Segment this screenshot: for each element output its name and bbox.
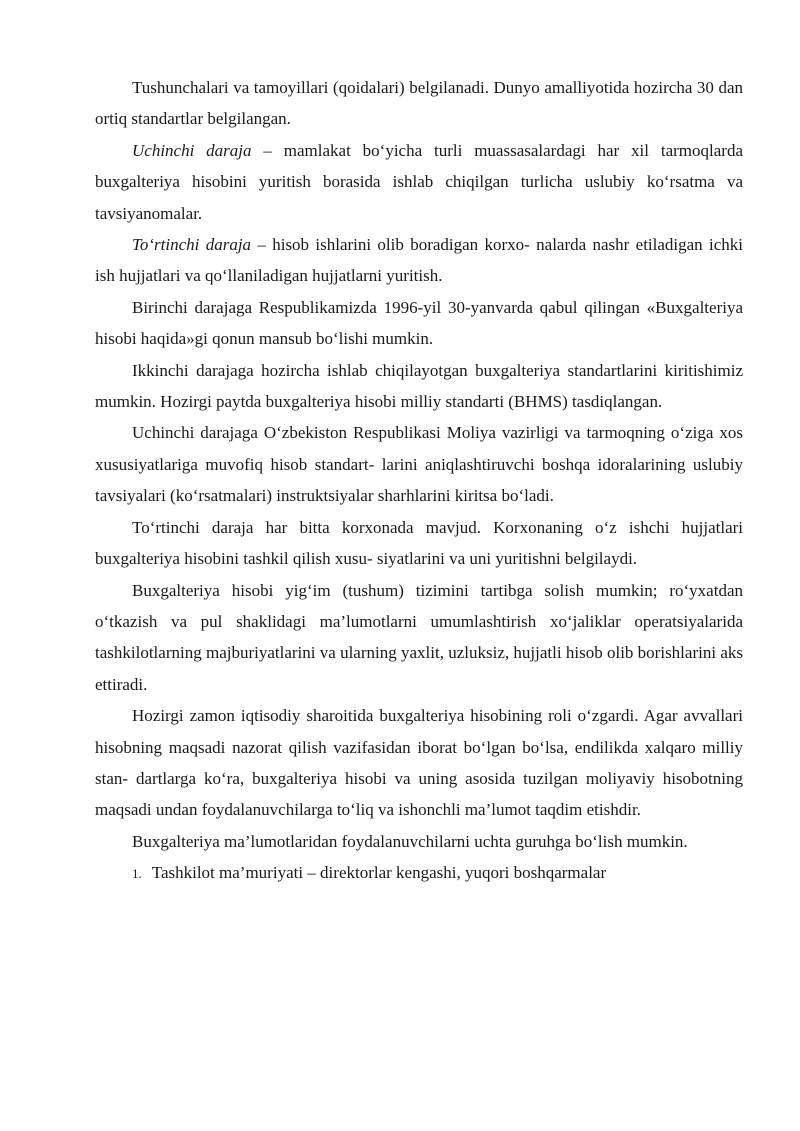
paragraph: Buxgalteriya hisobi yig‘im (tushum) tizimini tartibga solish mumkin; ro‘yxatdan o‘tkazish va pul shaklidagi ma’lumotlarni umumlashtirish xo‘jaliklar operatsiyalarida tashkilotlarning majburiyatlarini va ularning yaxlit, uzluksiz, hujjatli hisob olib borishlarini aks ettiradi. — [95, 580, 743, 694]
paragraph: Hozirgi zamon iqtisodiy sharoitida buxgalteriya hisobining roli o‘zgardi. Agar avvallari hisobning maqsadi nazorat qilish vazifasidan iborat bo‘lgan bo‘lsa, endilikda xalqaro milliy stan- dartlarga ko‘ra, buxgalteriya hisobi va uning asosida tuzilgan moliyaviy hisobotning maqsadi undan foydalanuvchilarga to‘liq va ishonchli ma’lumot taqdim etishdir. — [95, 706, 743, 820]
paragraph: To‘rtinchi daraja har bitta korxonada mavjud. Korxonaning o‘z ishchi hujjatlari buxgalteriya hisobini tashkil qilish xusu- siyatlarini va uni yuritishni belgilaydi. — [95, 517, 743, 569]
paragraph: Birinchi darajaga Respublikamizda 1996-yil 30-yanvarda qabul qilingan «Buxgalteriya hisobi haqida»gi qonun mansub bo‘lishi mumkin. — [95, 297, 743, 349]
paragraph: To‘rtinchi daraja – hisob ishlarini olib boradigan korxo- nalarda nashr etiladigan ichki ish hujjatlari va qo‘llaniladigan hujjatlarni yuritish. — [95, 235, 743, 286]
paragraph: Ikkinchi darajaga hozircha ishlab chiqilayotgan buxgalteriya standartlarini kiritishimiz mumkin. Hozirgi paytda buxgalteriya hisobi milliy standarti (BHMS) tasdiqlangan. — [95, 360, 743, 412]
list-number: 1. — [132, 866, 142, 882]
italic-term: Uchinchi daraja — [132, 140, 252, 160]
paragraph: Uchinchi darajaga O‘zbekiston Respublikasi Moliya vazirligi va tarmoqning o‘ziga xos xususiyatlariga muvofiq hisob standart- larini aniqlashtiruvchi boshqa idoralarining uslubiy tavsiyalari (ko‘rsatmalari) instruktsiyalar sharhlarini kiritsa bo‘ladi. — [95, 423, 743, 506]
list-item: 1. Tashkilot ma’muriyati – direktorlar kengashi, yuqori boshqarmalar — [132, 863, 607, 883]
paragraph: Uchinchi daraja – mamlakat bo‘yicha turli muassasalardagi har xil tarmoqlarda buxgalteriya hisobini yuritish borasida ishlab chiqilgan turlicha uslubiy ko‘rsatma va tavsiyanomalar. — [95, 140, 743, 223]
body-text — [95, 72, 743, 890]
paragraph: Tushunchalari va tamoyillari (qoidalari) belgilanadi. Dunyo amalliyotida hozircha 30 dan ortiq standartlar belgilangan. — [95, 78, 743, 129]
italic-term: To‘rtinchi daraja — [132, 235, 252, 255]
paragraph: Buxgalteriya ma’lumotlaridan foydalanuvchilarni uchta guruhga bo‘lish mumkin. — [132, 831, 688, 851]
